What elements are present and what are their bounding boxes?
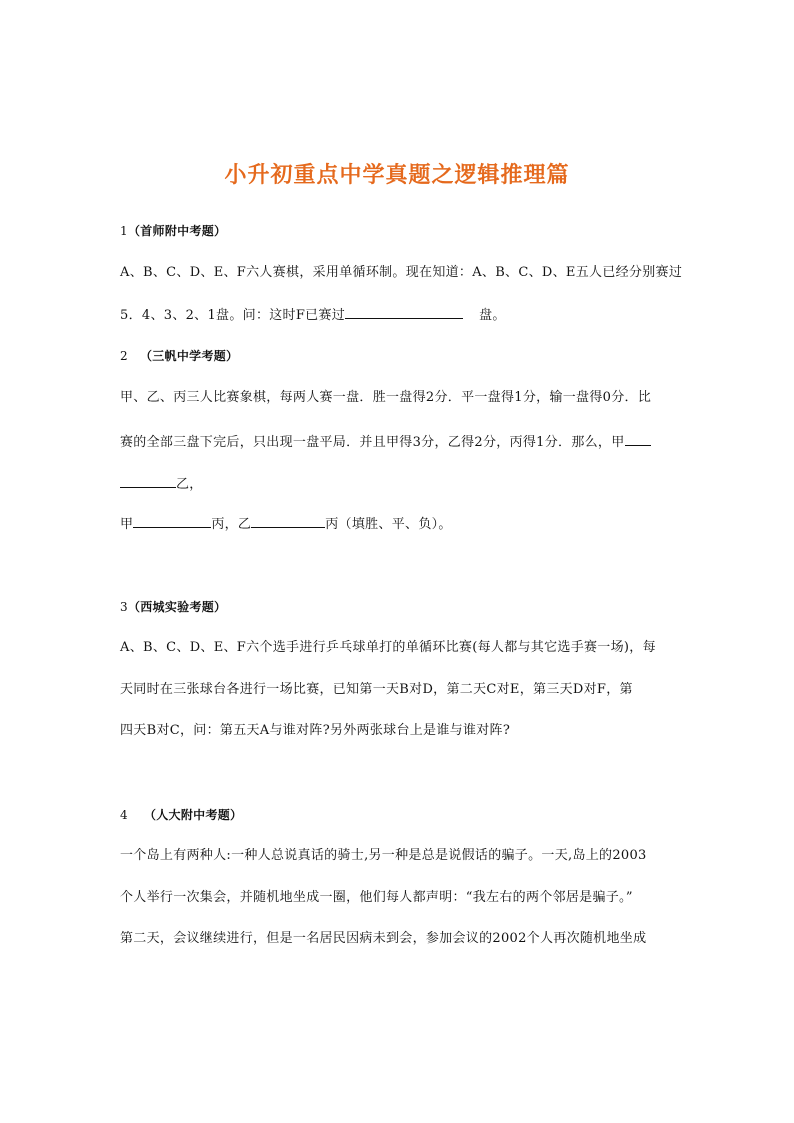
- answer-blank[interactable]: [625, 432, 651, 446]
- answer-blank[interactable]: [120, 474, 176, 488]
- problem-1-text-a: 5．4、3、2、1盘。问：这时F已赛过: [120, 308, 346, 323]
- problem-2-line-1: 甲、乙、丙三人比赛象棋，每两人赛一盘．胜一盘得2分．平一盘得1分，输一盘得0分．比: [120, 390, 652, 405]
- problem-2-line-4: [120, 514, 680, 534]
- problem-4-line-3: 第二天，会议继续进行，但是一名居民因病未到会，参加会议的2002个人再次随机地坐成: [120, 931, 647, 946]
- problem-number: 1: [120, 224, 128, 238]
- problem-2-text-d: 丙，乙: [211, 517, 252, 532]
- problem-4-line-2: 个人举行一次集会，并随机地坐成一圈，他们每人都声明：“我左右的两个邻居是骗子。”: [120, 890, 633, 905]
- problem-3-line-3: 四天B对C，问：第五天A与谁对阵?另外两张球台上是谁与谁对阵?: [120, 723, 511, 738]
- problem-3-heading: [120, 598, 680, 616]
- problem-number: 4: [120, 808, 128, 822]
- problem-source: （人大附中考题）: [143, 808, 243, 822]
- problem-2-text-a: 赛的全部三盘下完后，只出现一盘平局．并且甲得3分，乙得2分，丙得1分．那么，甲: [120, 435, 625, 450]
- problem-1-text-b: 盘。: [479, 308, 506, 323]
- answer-blank[interactable]: [345, 305, 463, 319]
- problem-2-text-b: 乙，: [176, 477, 203, 492]
- page-title: 小升初重点中学真题之逻辑推理篇: [224, 163, 570, 188]
- problem-4-line-1: 一个岛上有两种人:一种人总说真话的骑士,另一种是总是说假话的骗子。一天,岛上的2003: [120, 848, 647, 863]
- problem-2-line-3: [120, 474, 680, 494]
- problem-1-heading: [120, 222, 680, 240]
- problem-2-text-e: 丙（填胜、平、负）。: [325, 517, 452, 532]
- problem-number: 2: [120, 349, 128, 363]
- answer-blank[interactable]: [133, 514, 211, 528]
- problem-source: （三帆中学考题）: [139, 349, 239, 363]
- problem-3-line-1: A、B、C、D、E、F六个选手进行乒乓球单打的单循环比赛(每人都与其它选手赛一场)，每: [120, 640, 656, 655]
- problem-source: （西城实验考题）: [127, 600, 227, 614]
- problem-2-text-c: 甲: [120, 517, 134, 532]
- problem-number: 3: [120, 600, 128, 614]
- problem-1-line-2: [120, 305, 680, 325]
- problem-2-heading: [120, 347, 680, 365]
- problem-1-line-1: A、B、C、D、E、F六人赛棋，采用单循环制。现在知道：A、B、C、D、E五人已经分别赛过: [120, 265, 683, 280]
- problem-4-heading: [120, 806, 680, 824]
- answer-blank[interactable]: [251, 514, 325, 528]
- problem-source: （首师附中考题）: [127, 224, 227, 238]
- problem-2-line-2: [120, 432, 680, 452]
- problem-3-line-2: 天同时在三张球台各进行一场比赛，已知第一天B对D，第二天C对E，第三天D对F，第: [120, 682, 633, 697]
